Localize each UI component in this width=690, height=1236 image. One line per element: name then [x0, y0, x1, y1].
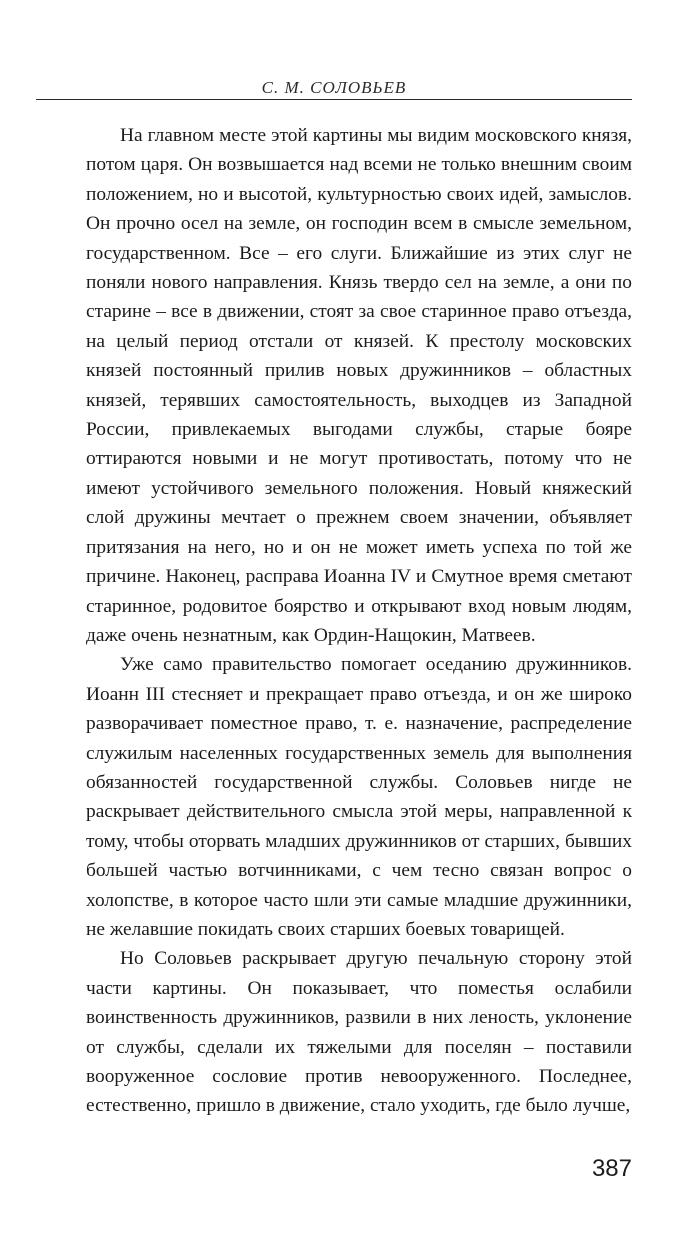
paragraph: На главном месте этой картины мы видим московского князя, потом царя. Он возвышается над всеми не только внешним своим положением, но и высотой, культурностью своих идей, замыслов. Он прочно осел на земле, он господин всем в смысле земельном, государственном. Все – его слуги. Ближайшие из этих слуг не поняли нового направления. Князь твердо сел на земле, а они по старине – все в движении, стоят за свое старинное право отъезда, на целый период отстали от князей. К престолу московских князей постоянный прилив новых дружинников – областных князей, терявших самостоятельность, выходцев из Западной России, привлекаемых выгодами службы, старые бояре оттираются новыми и не могут противостать, потому что не имеют устойчивого земельного положения. Новый княжеский слой дружины мечтает о прежнем своем значении, объявляет притязания на него, но и он не может иметь успеха по той же причине. Наконец, расправа Иоанна IV и Смутное время сметают старинное, родовитое боярство и открывают вход новым людям, даже очень незнатным, как Ордин-Нащокин, Матвеев. [86, 125, 632, 646]
paragraph: Но Соловьев раскрывает другую печальную сторону этой части картины. Он показывает, что поместья ослабили воинственность дружинников, развили в них леность, уклонение от службы, сделали их тяжелыми для поселян – поставили вооруженное сословие против невооруженного. Последнее, естественно, пришло в движение, стало уходить, где было лучше, [86, 948, 632, 1117]
page-number: 387 [591, 1155, 632, 1182]
header-rule [36, 99, 632, 100]
paragraph: Уже само правительство помогает оседанию дружинников. Иоанн III стесняет и прекращает право отъезда, и он же широко разворачивает поместное право, т. е. назначение, распределение служилым населенных государственных земель для выполнения обязанностей государственной службы. Соловьев нигде не раскрывает действительного смысла этой меры, направленной к тому, чтобы оторвать младших дружинников от старших, бывших большей частью вотчинниками, с чем тесно связан вопрос о холопстве, в которое часто шли эти самые младшие дружинники, не желавшие покидать своих старших боевых товарищей. [86, 654, 632, 940]
body-text [86, 121, 632, 1121]
running-header: С. М. СОЛОВЬЕВ [261, 78, 407, 97]
